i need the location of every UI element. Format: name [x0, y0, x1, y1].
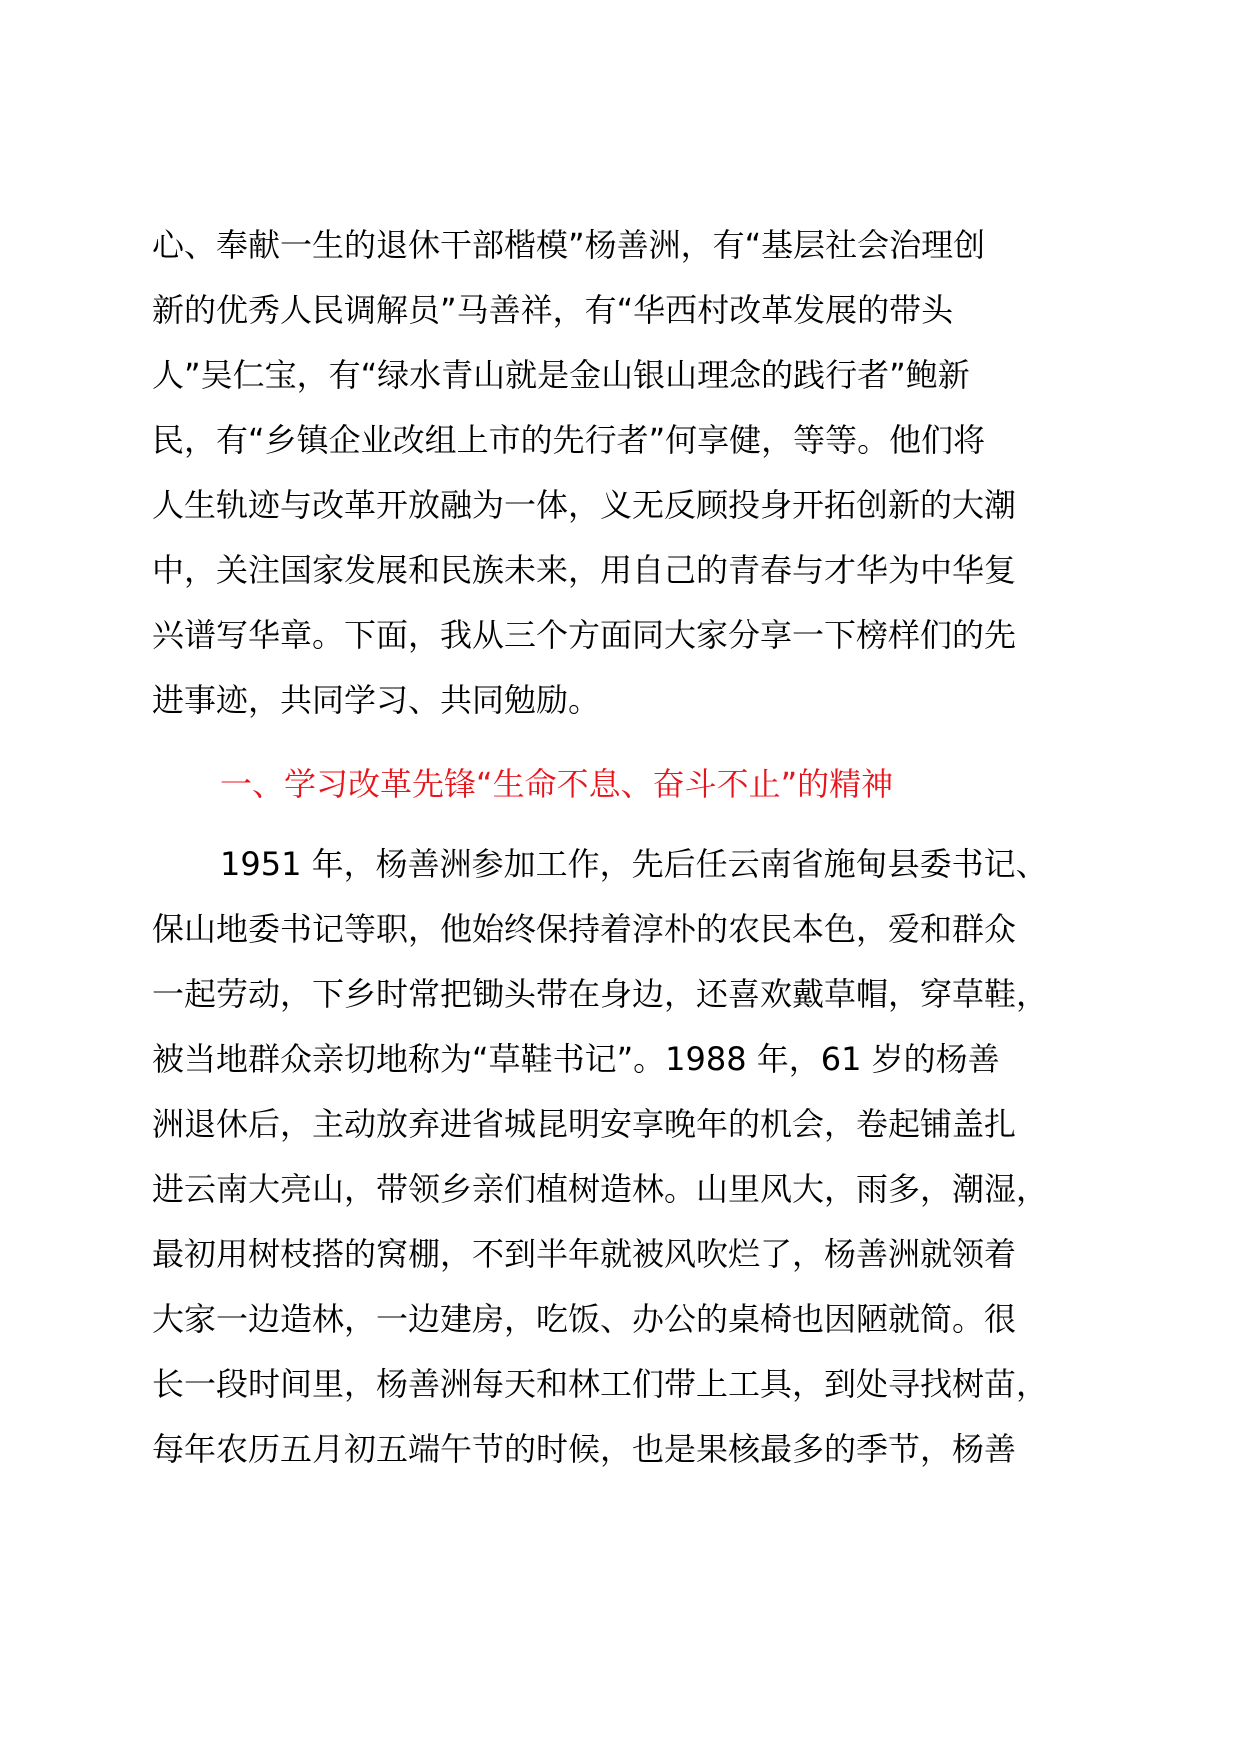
paragraph-line: 心、奉献一生的退休干部楷模”杨善洲，有“基层社会治理创: [152, 226, 986, 264]
paragraph-line: 被当地群众亲切地称为“草鞋书记”。1988 年，61 岁的杨善: [152, 1040, 1000, 1078]
section-heading: 一、学习改革先锋“生命不息、奋斗不止”的精神: [220, 765, 894, 803]
paragraph-line: 保山地委书记等职，他始终保持着淳朴的农民本色，爱和群众: [152, 910, 1017, 948]
paragraph-line: 中，关注国家发展和民族未来，用自己的青春与才华为中华复: [152, 551, 1017, 589]
paragraph-line: 进云南大亮山，带领乡亲们植树造林。山里风大，雨多，潮湿，: [152, 1170, 1049, 1208]
paragraph-line: 民，有“乡镇企业改组上市的先行者”何享健，等等。他们将: [152, 421, 986, 459]
paragraph-line: 1951 年，杨善洲参加工作，先后任云南省施甸县委书记、: [220, 845, 1048, 883]
paragraph-line: 兴谱写华章。下面，我从三个方面同大家分享一下榜样们的先: [152, 616, 1017, 654]
paragraph-body: [152, 832, 1112, 1482]
paragraph-line: 最初用树枝搭的窝棚，不到半年就被风吹烂了，杨善洲就领着: [152, 1235, 1017, 1273]
paragraph-intro: [152, 213, 1112, 733]
paragraph-line: 一起劳动，下乡时常把锄头带在身边，还喜欢戴草帽，穿草鞋，: [152, 975, 1049, 1013]
paragraph-line: 新的优秀人民调解员”马善祥，有“华西村改革发展的带头: [152, 291, 954, 329]
paragraph-line: 人生轨迹与改革开放融为一体，义无反顾投身开拓创新的大潮: [152, 486, 1017, 524]
paragraph-line: 每年农历五月初五端午节的时候，也是果核最多的季节，杨善: [152, 1430, 1017, 1468]
paragraph-line: 大家一边造林，一边建房，吃饭、办公的桌椅也因陋就简。很: [152, 1300, 1017, 1338]
paragraph-line: 长一段时间里，杨善洲每天和林工们带上工具，到处寻找树苗，: [152, 1365, 1049, 1403]
paragraph-line: 进事迹，共同学习、共同勉励。: [152, 681, 601, 719]
paragraph-line: 洲退休后，主动放弃进省城昆明安享晚年的机会，卷起铺盖扎: [152, 1105, 1017, 1143]
paragraph-line: 人”吴仁宝，有“绿水青山就是金山银山理念的践行者”鲍新: [152, 356, 970, 394]
